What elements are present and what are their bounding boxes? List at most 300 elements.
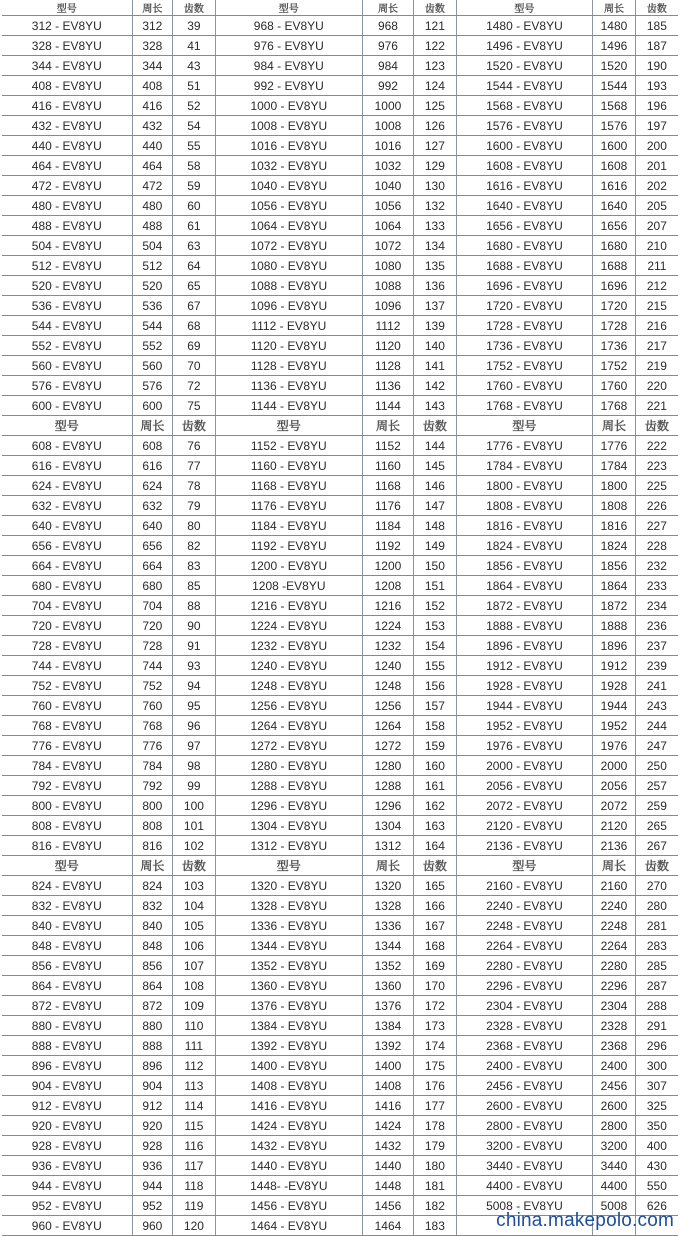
model-cell: 1008 - EV8YU	[215, 116, 362, 136]
teeth-cell: 220	[635, 376, 678, 396]
teeth-cell: 43	[173, 56, 216, 76]
teeth-cell: 107	[173, 956, 216, 976]
model-cell: 888 - EV8YU	[2, 1036, 132, 1056]
teeth-cell: 137	[414, 296, 457, 316]
teeth-cell: 41	[173, 36, 216, 56]
teeth-cell: 99	[173, 776, 216, 796]
length-cell: 5008	[593, 1196, 636, 1216]
teeth-cell: 179	[414, 1136, 457, 1156]
model-cell: 840 - EV8YU	[2, 916, 132, 936]
length-cell: 1008	[362, 116, 413, 136]
model-cell: 1264 - EV8YU	[215, 716, 362, 736]
table-row	[2, 56, 678, 76]
length-cell: 1408	[362, 1076, 413, 1096]
teeth-cell: 39	[173, 16, 216, 36]
teeth-cell: 215	[635, 296, 678, 316]
model-cell: 632 - EV8YU	[2, 496, 132, 516]
model-cell: 520 - EV8YU	[2, 276, 132, 296]
teeth-cell: 152	[414, 596, 457, 616]
model-cell: 1720 - EV8YU	[456, 296, 592, 316]
length-cell: 792	[132, 776, 173, 796]
teeth-cell: 162	[414, 796, 457, 816]
length-cell: 1520	[593, 56, 636, 76]
length-cell: 1160	[362, 456, 413, 476]
model-cell: 1176 - EV8YU	[215, 496, 362, 516]
teeth-cell: 167	[414, 916, 457, 936]
teeth-cell: 626	[635, 1196, 678, 1216]
length-cell: 2072	[593, 796, 636, 816]
length-cell: 888	[132, 1036, 173, 1056]
table-row	[2, 36, 678, 56]
model-cell: 1856 - EV8YU	[456, 556, 592, 576]
header-row	[2, 0, 678, 16]
length-cell: 552	[132, 336, 173, 356]
column-header-teeth: 齿数	[173, 0, 216, 16]
model-cell: 1912 - EV8YU	[456, 656, 592, 676]
teeth-cell: 259	[635, 796, 678, 816]
model-cell: 1072 - EV8YU	[215, 236, 362, 256]
teeth-cell: 267	[635, 836, 678, 856]
length-cell: 1912	[593, 656, 636, 676]
length-cell: 2368	[593, 1036, 636, 1056]
length-cell: 1864	[593, 576, 636, 596]
teeth-cell: 142	[414, 376, 457, 396]
teeth-cell: 285	[635, 956, 678, 976]
length-cell: 624	[132, 476, 173, 496]
teeth-cell: 101	[173, 816, 216, 836]
teeth-cell: 283	[635, 936, 678, 956]
teeth-cell: 172	[414, 996, 457, 1016]
model-cell: 3440 - EV8YU	[456, 1156, 592, 1176]
table-row	[2, 216, 678, 236]
model-cell: 936 - EV8YU	[2, 1156, 132, 1176]
table-row	[2, 1056, 678, 1076]
length-cell: 912	[132, 1096, 173, 1116]
model-cell: 1144 - EV8YU	[215, 396, 362, 416]
teeth-cell: 228	[635, 536, 678, 556]
teeth-cell: 270	[635, 876, 678, 896]
model-cell: 1728 - EV8YU	[456, 316, 592, 336]
length-cell: 1896	[593, 636, 636, 656]
length-cell: 1032	[362, 156, 413, 176]
model-cell: 1216 - EV8YU	[215, 596, 362, 616]
model-cell: 560 - EV8YU	[2, 356, 132, 376]
model-cell: 1544 - EV8YU	[456, 76, 592, 96]
teeth-cell: 241	[635, 676, 678, 696]
teeth-cell: 291	[635, 1016, 678, 1036]
model-cell: 1464 - EV8YU	[215, 1216, 362, 1236]
table-row	[2, 356, 678, 376]
length-cell: 1224	[362, 616, 413, 636]
length-cell: 1760	[593, 376, 636, 396]
teeth-cell: 136	[414, 276, 457, 296]
length-cell: 616	[132, 456, 173, 476]
model-cell: 1280 - EV8YU	[215, 756, 362, 776]
table-row	[2, 16, 678, 36]
teeth-cell: 158	[414, 716, 457, 736]
model-cell: 1192 - EV8YU	[215, 536, 362, 556]
model-cell: 1656 - EV8YU	[456, 216, 592, 236]
teeth-cell: 132	[414, 196, 457, 216]
model-cell: 952 - EV8YU	[2, 1196, 132, 1216]
teeth-cell: 90	[173, 616, 216, 636]
teeth-cell: 119	[173, 1196, 216, 1216]
teeth-cell: 307	[635, 1076, 678, 1096]
length-cell: 752	[132, 676, 173, 696]
model-cell: 1256 - EV8YU	[215, 696, 362, 716]
model-cell: 416 - EV8YU	[2, 96, 132, 116]
table-row	[2, 336, 678, 356]
model-cell: 1808 - EV8YU	[456, 496, 592, 516]
length-cell: 1232	[362, 636, 413, 656]
model-cell: 2328 - EV8YU	[456, 1016, 592, 1036]
teeth-cell: 400	[635, 1136, 678, 1156]
teeth-cell: 178	[414, 1116, 457, 1136]
model-cell: 1424 - EV8YU	[215, 1116, 362, 1136]
teeth-cell: 59	[173, 176, 216, 196]
column-header-length: 周长	[593, 0, 636, 16]
model-cell: 1384 - EV8YU	[215, 1016, 362, 1036]
column-header-length: 周长	[132, 416, 173, 436]
length-cell: 1080	[362, 256, 413, 276]
column-header-length: 周长	[362, 416, 413, 436]
teeth-cell: 121	[414, 16, 457, 36]
length-cell: 1176	[362, 496, 413, 516]
table-row	[2, 496, 678, 516]
header-row	[2, 416, 678, 436]
length-cell: 728	[132, 636, 173, 656]
length-cell: 1496	[593, 36, 636, 56]
teeth-cell: 211	[635, 256, 678, 276]
model-cell: 1120 - EV8YU	[215, 336, 362, 356]
model-cell: 1240 - EV8YU	[215, 656, 362, 676]
teeth-cell: 225	[635, 476, 678, 496]
model-cell: 440 - EV8YU	[2, 136, 132, 156]
table-row	[2, 696, 678, 716]
model-cell: 1224 - EV8YU	[215, 616, 362, 636]
length-cell: 1400	[362, 1056, 413, 1076]
length-cell: 1640	[593, 196, 636, 216]
teeth-cell: 79	[173, 496, 216, 516]
teeth-cell: 176	[414, 1076, 457, 1096]
table-row	[2, 676, 678, 696]
length-cell: 1312	[362, 836, 413, 856]
teeth-cell: 236	[635, 616, 678, 636]
teeth-cell: 247	[635, 736, 678, 756]
table-row	[2, 516, 678, 536]
model-cell: 896 - EV8YU	[2, 1056, 132, 1076]
table-row	[2, 176, 678, 196]
teeth-cell: 226	[635, 496, 678, 516]
table-row	[2, 1076, 678, 1096]
model-cell: 1600 - EV8YU	[456, 136, 592, 156]
model-cell: 616 - EV8YU	[2, 456, 132, 476]
teeth-cell: 104	[173, 896, 216, 916]
length-cell: 1288	[362, 776, 413, 796]
table-row	[2, 396, 678, 416]
length-cell: 1264	[362, 716, 413, 736]
teeth-cell: 106	[173, 936, 216, 956]
teeth-cell: 80	[173, 516, 216, 536]
model-cell: 2400 - EV8YU	[456, 1056, 592, 1076]
model-cell: 1184 - EV8YU	[215, 516, 362, 536]
model-cell: 1432 - EV8YU	[215, 1136, 362, 1156]
teeth-cell: 58	[173, 156, 216, 176]
model-cell: 720 - EV8YU	[2, 616, 132, 636]
teeth-cell: 193	[635, 76, 678, 96]
teeth-cell: 93	[173, 656, 216, 676]
model-cell: 1312 - EV8YU	[215, 836, 362, 856]
length-cell: 4400	[593, 1176, 636, 1196]
model-cell: 4400 - EV8YU	[456, 1176, 592, 1196]
model-cell: 880 - EV8YU	[2, 1016, 132, 1036]
length-cell: 2304	[593, 996, 636, 1016]
length-cell: 1800	[593, 476, 636, 496]
model-cell: 2368 - EV8YU	[456, 1036, 592, 1056]
length-cell: 1120	[362, 336, 413, 356]
length-cell: 1656	[593, 216, 636, 236]
teeth-cell: 232	[635, 556, 678, 576]
length-cell: 576	[132, 376, 173, 396]
model-cell: 768 - EV8YU	[2, 716, 132, 736]
teeth-cell: 287	[635, 976, 678, 996]
column-header-teeth: 齿数	[414, 856, 457, 876]
teeth-cell: 244	[635, 716, 678, 736]
column-header-teeth: 齿数	[635, 0, 678, 16]
teeth-cell: 161	[414, 776, 457, 796]
teeth-cell: 114	[173, 1096, 216, 1116]
table-row	[2, 136, 678, 156]
teeth-cell: 135	[414, 256, 457, 276]
model-cell: 1456 - EV8YU	[215, 1196, 362, 1216]
length-cell: 3200	[593, 1136, 636, 1156]
length-cell: 1384	[362, 1016, 413, 1036]
belt-spec-table	[2, 0, 678, 1236]
watermark-text: china.makepolo.com	[496, 1210, 674, 1231]
teeth-cell: 157	[414, 696, 457, 716]
model-cell: 608 - EV8YU	[2, 436, 132, 456]
model-cell: 760 - EV8YU	[2, 696, 132, 716]
model-cell: 2456 - EV8YU	[456, 1076, 592, 1096]
length-cell: 1888	[593, 616, 636, 636]
table-row	[2, 1016, 678, 1036]
table-row	[2, 96, 678, 116]
model-cell: 1800 - EV8YU	[456, 476, 592, 496]
column-header-model: 型号	[215, 416, 362, 436]
teeth-cell: 280	[635, 896, 678, 916]
model-cell: 784 - EV8YU	[2, 756, 132, 776]
length-cell: 720	[132, 616, 173, 636]
model-cell: 1344 - EV8YU	[215, 936, 362, 956]
length-cell: 1344	[362, 936, 413, 956]
table-row	[2, 976, 678, 996]
teeth-cell: 143	[414, 396, 457, 416]
column-header-length: 周长	[362, 856, 413, 876]
table-row	[2, 156, 678, 176]
model-cell: 1160 - EV8YU	[215, 456, 362, 476]
teeth-cell: 83	[173, 556, 216, 576]
teeth-cell: 281	[635, 916, 678, 936]
length-cell: 680	[132, 576, 173, 596]
model-cell: 1952 - EV8YU	[456, 716, 592, 736]
model-cell: 1200 - EV8YU	[215, 556, 362, 576]
model-cell: 680 - EV8YU	[2, 576, 132, 596]
model-cell: 968 - EV8YU	[215, 16, 362, 36]
model-cell: 904 - EV8YU	[2, 1076, 132, 1096]
teeth-cell: 117	[173, 1156, 216, 1176]
teeth-cell: 134	[414, 236, 457, 256]
length-cell: 512	[132, 256, 173, 276]
model-cell: 656 - EV8YU	[2, 536, 132, 556]
teeth-cell: 173	[414, 1016, 457, 1036]
length-cell: 1952	[593, 716, 636, 736]
length-cell: 1424	[362, 1116, 413, 1136]
length-cell: 1360	[362, 976, 413, 996]
teeth-cell: 120	[173, 1216, 216, 1236]
length-cell: 1192	[362, 536, 413, 556]
teeth-cell: 88	[173, 596, 216, 616]
length-cell: 1416	[362, 1096, 413, 1116]
table-row	[2, 796, 678, 816]
model-cell: 2120 - EV8YU	[456, 816, 592, 836]
teeth-cell: 237	[635, 636, 678, 656]
teeth-cell: 60	[173, 196, 216, 216]
length-cell: 2456	[593, 1076, 636, 1096]
teeth-cell: 96	[173, 716, 216, 736]
length-cell: 1256	[362, 696, 413, 716]
teeth-cell: 159	[414, 736, 457, 756]
length-cell: 536	[132, 296, 173, 316]
model-cell: 1272 - EV8YU	[215, 736, 362, 756]
teeth-cell: 55	[173, 136, 216, 156]
length-cell: 800	[132, 796, 173, 816]
length-cell: 664	[132, 556, 173, 576]
model-cell: 1872 - EV8YU	[456, 596, 592, 616]
model-cell: 1408 - EV8YU	[215, 1076, 362, 1096]
teeth-cell: 51	[173, 76, 216, 96]
teeth-cell: 67	[173, 296, 216, 316]
teeth-cell: 123	[414, 56, 457, 76]
length-cell: 1016	[362, 136, 413, 156]
teeth-cell: 91	[173, 636, 216, 656]
model-cell: 2248 - EV8YU	[456, 916, 592, 936]
teeth-cell: 223	[635, 456, 678, 476]
model-cell: 664 - EV8YU	[2, 556, 132, 576]
length-cell: 1352	[362, 956, 413, 976]
model-cell: 912 - EV8YU	[2, 1096, 132, 1116]
length-cell: 1280	[362, 756, 413, 776]
length-cell: 1480	[593, 16, 636, 36]
length-cell: 1464	[362, 1216, 413, 1236]
column-header-model: 型号	[215, 0, 362, 16]
length-cell: 1000	[362, 96, 413, 116]
model-cell: 1232 - EV8YU	[215, 636, 362, 656]
model-cell: 832 - EV8YU	[2, 896, 132, 916]
length-cell: 1128	[362, 356, 413, 376]
model-cell: 2072 - EV8YU	[456, 796, 592, 816]
length-cell: 2400	[593, 1056, 636, 1076]
teeth-cell: 288	[635, 996, 678, 1016]
length-cell: 704	[132, 596, 173, 616]
teeth-cell: 222	[635, 436, 678, 456]
model-cell: 2800 - EV8YU	[456, 1116, 592, 1136]
length-cell: 1784	[593, 456, 636, 476]
teeth-cell: 174	[414, 1036, 457, 1056]
teeth-cell: 113	[173, 1076, 216, 1096]
length-cell: 744	[132, 656, 173, 676]
length-cell: 656	[132, 536, 173, 556]
model-cell: 536 - EV8YU	[2, 296, 132, 316]
table-row	[2, 76, 678, 96]
model-cell: 1696 - EV8YU	[456, 276, 592, 296]
model-cell: 992 - EV8YU	[215, 76, 362, 96]
column-header-length: 周长	[593, 856, 636, 876]
teeth-cell: 76	[173, 436, 216, 456]
model-cell: 704 - EV8YU	[2, 596, 132, 616]
model-cell: 488 - EV8YU	[2, 216, 132, 236]
model-cell: 1112 - EV8YU	[215, 316, 362, 336]
length-cell: 600	[132, 396, 173, 416]
model-cell: 640 - EV8YU	[2, 516, 132, 536]
model-cell: 744 - EV8YU	[2, 656, 132, 676]
model-cell: 1760 - EV8YU	[456, 376, 592, 396]
teeth-cell: 243	[635, 696, 678, 716]
column-header-teeth: 齿数	[635, 416, 678, 436]
teeth-cell: 239	[635, 656, 678, 676]
teeth-cell: 156	[414, 676, 457, 696]
length-cell: 760	[132, 696, 173, 716]
length-cell: 2056	[593, 776, 636, 796]
teeth-cell: 103	[173, 876, 216, 896]
teeth-cell: 296	[635, 1036, 678, 1056]
teeth-cell: 126	[414, 116, 457, 136]
teeth-cell: 205	[635, 196, 678, 216]
length-cell: 816	[132, 836, 173, 856]
table-row	[2, 116, 678, 136]
length-cell: 1720	[593, 296, 636, 316]
model-cell: 1376 - EV8YU	[215, 996, 362, 1016]
teeth-cell: 149	[414, 536, 457, 556]
length-cell: 1112	[362, 316, 413, 336]
table-row	[2, 476, 678, 496]
model-cell: 2600 - EV8YU	[456, 1096, 592, 1116]
table-row	[2, 716, 678, 736]
length-cell: 984	[362, 56, 413, 76]
teeth-cell: 221	[635, 396, 678, 416]
column-header-teeth: 齿数	[414, 416, 457, 436]
length-cell: 776	[132, 736, 173, 756]
length-cell: 784	[132, 756, 173, 776]
length-cell: 864	[132, 976, 173, 996]
length-cell: 1776	[593, 436, 636, 456]
teeth-cell: 124	[414, 76, 457, 96]
teeth-cell: 233	[635, 576, 678, 596]
length-cell: 1448	[362, 1176, 413, 1196]
length-cell: 1568	[593, 96, 636, 116]
length-cell: 2240	[593, 896, 636, 916]
model-cell: 1128 - EV8YU	[215, 356, 362, 376]
table-row	[2, 776, 678, 796]
model-cell: 1976 - EV8YU	[456, 736, 592, 756]
teeth-cell: 153	[414, 616, 457, 636]
model-cell: 1440 - EV8YU	[215, 1156, 362, 1176]
teeth-cell: 70	[173, 356, 216, 376]
teeth-cell: 207	[635, 216, 678, 236]
model-cell: 2240 - EV8YU	[456, 896, 592, 916]
table-row	[2, 936, 678, 956]
length-cell: 2120	[593, 816, 636, 836]
teeth-cell: 154	[414, 636, 457, 656]
